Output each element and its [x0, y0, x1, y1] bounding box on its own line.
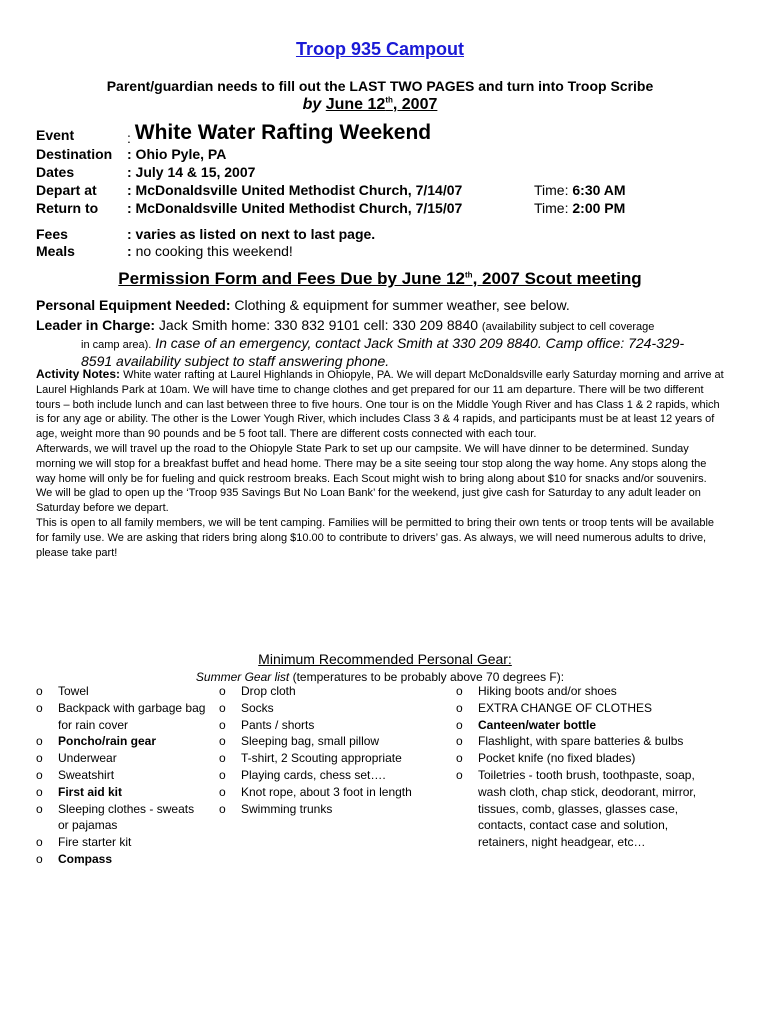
- leader-block: Leader in Charge: Jack Smith home: 330 832 9101 cell: 330 209 8840 (availability subject to cell coverage in camp area). In case of an emergency, contact Jack Smith at 330 209 8840. Camp office: 724-329- 8591 availability subject to staff answering phone.: [36, 317, 685, 369]
- gear-item-text: Hiking boots and/or shoes: [478, 684, 617, 698]
- depart-label: Depart at: [36, 182, 97, 198]
- gear-list-item: [36, 767, 206, 784]
- bullet-icon: o: [219, 717, 226, 732]
- bullet-icon: o: [219, 684, 226, 698]
- gear-list-item: [36, 851, 206, 868]
- gear-item-text: Sweatshirt: [58, 767, 115, 782]
- bullet-icon: o: [36, 767, 43, 782]
- gear-item-text: Pants / shorts: [241, 717, 315, 732]
- gear-item-text: Underwear: [58, 751, 117, 766]
- gear-item-text: Socks: [241, 700, 274, 715]
- depart-row: [36, 182, 736, 202]
- gear-item-text: Canteen/water bottle: [478, 717, 597, 732]
- gear-item-text: EXTRA CHANGE OF CLOTHES: [478, 700, 653, 715]
- gear-list-item: [36, 733, 206, 750]
- dates-label: Dates: [36, 164, 75, 180]
- bullet-icon: o: [219, 801, 226, 816]
- dates-value: : July 14 & 15, 2007: [127, 164, 256, 180]
- destination-label: Destination: [36, 146, 113, 162]
- gear-list-item: [219, 801, 424, 818]
- instruction-text: Parent/guardian needs to fill out the LAST TWO PAGES and turn into Troop Scribe: [106, 78, 654, 94]
- depart-value: : McDonaldsville United Methodist Church, 7/14/07: [127, 182, 463, 198]
- bullet-icon: o: [219, 767, 226, 782]
- due-prefix: by: [302, 96, 322, 113]
- bullet-icon: o: [219, 700, 226, 715]
- bullet-icon: o: [36, 734, 43, 749]
- return-row: [36, 200, 736, 220]
- gear-list-item: [456, 750, 706, 767]
- bullet-icon: o: [36, 684, 43, 698]
- gear-list-item: [456, 717, 706, 734]
- meals-label: Meals: [36, 243, 75, 259]
- gear-item-text: Backpack with garbage bag for rain cover: [58, 700, 206, 732]
- gear-list-item: [36, 784, 206, 801]
- gear-list-item: [219, 750, 424, 767]
- gear-item-text: Flashlight, with spare batteries & bulbs: [478, 734, 684, 749]
- depart-time: Time: 6:30 AM: [534, 182, 626, 198]
- gear-item-text: Poncho/rain gear: [58, 734, 157, 749]
- bullet-icon: o: [456, 717, 463, 732]
- gear-list-item: [456, 767, 706, 851]
- bullet-icon: o: [456, 700, 463, 715]
- gear-list-item: [219, 700, 424, 717]
- bullet-icon: o: [36, 801, 43, 816]
- bullet-icon: o: [219, 784, 226, 799]
- dates-row: [36, 164, 736, 184]
- destination-value: : Ohio Pyle, PA: [127, 146, 227, 162]
- event-row: [36, 121, 736, 146]
- return-time: Time: 2:00 PM: [534, 200, 626, 216]
- gear-list-item: [219, 733, 424, 750]
- gear-item-text: Sleeping clothes - sweats or pajamas: [58, 801, 195, 833]
- return-label: Return to: [36, 200, 99, 216]
- bullet-icon: o: [456, 734, 463, 749]
- bullet-icon: o: [36, 851, 43, 866]
- bullet-icon: o: [36, 835, 43, 850]
- bullet-icon: o: [456, 767, 463, 782]
- gear-item-text: First aid kit: [58, 784, 123, 799]
- gear-item-text: Knot rope, about 3 foot in length: [241, 784, 412, 799]
- gear-column-2: [219, 683, 424, 817]
- bullet-icon: o: [456, 751, 463, 766]
- gear-item-text: Toiletries - tooth brush, toothpaste, soap, wash cloth, chap stick, deodorant, mirror, tissues, comb, glasses, glasses case, contacts, contact case and solution, retainers, night headgear, etc…: [478, 767, 697, 850]
- permission-heading: Permission Form and Fees Due by June 12th, 2007 Scout meeting: [118, 269, 642, 288]
- gear-list-item: [36, 834, 206, 851]
- gear-item-text: Sleeping bag, small pillow: [241, 734, 380, 749]
- gear-list-item: [219, 767, 424, 784]
- fees-label: Fees: [36, 226, 68, 242]
- equipment-line: Personal Equipment Needed: Clothing & equipment for summer weather, see below.: [36, 297, 570, 313]
- gear-heading: Minimum Recommended Personal Gear:: [258, 651, 512, 667]
- gear-item-text: Swimming trunks: [241, 801, 333, 816]
- gear-item-text: Compass: [58, 851, 113, 866]
- gear-list-item: [456, 700, 706, 717]
- gear-list-item: [36, 700, 206, 734]
- destination-row: [36, 146, 736, 166]
- gear-column-3: [456, 683, 706, 851]
- activity-notes: Activity Notes: White water rafting at Laurel Highlands in Ohiopyle, PA. We will depart McDonaldsville early Saturday morning and arrive at Laurel Highlands Park at 10am. We will have time to change clothes and get prepared for our 11 am departure. There will be two different tours – both include lunch and can last between three to five hours. One tour is on the Middle Yough River and has Class 1 & 2 rapids, which is for any age or ability. The other is the Lower Yough River, which includes Class 3 & 4 rapids, and participants must be at least 12 years of age, weight more than 90 pounds and be 5 foot tall. There are different costs connected with each tour. Afterwards, we will travel up the road to the Ohiopyle State Park to set up our campsite. We will have dinner to be determined. Sunday morning we will stop for a breakfast buffet and head home. There may be a site seeing tour stop along the way home. Any stops along the way home will only be for fueling and quick restroom breaks. Each Scout might wish to bring along about $10 for snacks and/or souvenirs. We will be glad to open up the ‘Troop 935 Savings But No Loan Bank’ for the weekend, just give cash for Saturday to any adult leader on Saturday before we depart. This is open to all family members, we will be tent camping. Families will be permitted to bring their own tents or troop tents will be available for family use. We are asking that riders bring along $10.00 to contribute to drivers’ gas. As always, we will need numerous adults to drive, please take part!: [36, 367, 724, 559]
- return-value: : McDonaldsville United Methodist Church, 7/15/07: [127, 200, 463, 216]
- gear-list-item: [219, 717, 424, 734]
- gear-list-item: [36, 683, 206, 700]
- gear-item-text: Pocket knife (no fixed blades): [478, 751, 636, 766]
- gear-column-1: [36, 683, 206, 868]
- gear-list-item: [456, 683, 706, 700]
- gear-item-text: T-shirt, 2 Scouting appropriate: [241, 751, 402, 766]
- fees-value: : varies as listed on next to last page.: [127, 226, 376, 242]
- summer-gear-heading: Summer Gear list (temperatures to be probably above 70 degrees F):: [195, 670, 565, 684]
- event-value: : White Water Rafting Weekend: [127, 121, 432, 146]
- bullet-icon: o: [456, 684, 463, 698]
- gear-list-item: [36, 801, 206, 835]
- due-date: June 12th, 2007: [325, 95, 438, 113]
- gear-list-item: [36, 750, 206, 767]
- gear-item-text: Playing cards, chess set….: [241, 767, 386, 782]
- meals-value: : no cooking this weekend!: [127, 243, 293, 259]
- gear-item-text: Fire starter kit: [58, 835, 132, 850]
- meals-row: [36, 243, 736, 263]
- gear-list-item: [456, 733, 706, 750]
- event-label: Event: [36, 127, 75, 143]
- gear-item-text: Towel: [58, 684, 89, 698]
- page-title[interactable]: Troop 935 Campout: [295, 39, 465, 59]
- bullet-icon: o: [36, 784, 43, 799]
- due-date-line: [0, 96, 740, 114]
- gear-list-item: [219, 683, 424, 700]
- bullet-icon: o: [219, 734, 226, 749]
- gear-item-text: Drop cloth: [241, 684, 296, 698]
- gear-list-item: [219, 784, 424, 801]
- bullet-icon: o: [36, 751, 43, 766]
- bullet-icon: o: [219, 751, 226, 766]
- bullet-icon: o: [36, 700, 43, 715]
